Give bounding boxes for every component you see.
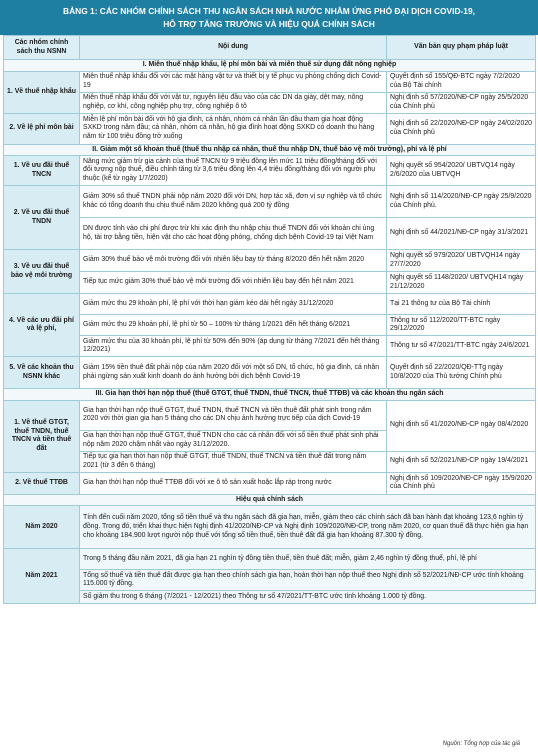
effect-year-2020: Năm 2020: [4, 506, 80, 549]
effect-2020-text: Tính đến cuối năm 2020, tổng số tiền thuế và thu ngân sách đã gia hạn, miễn, giảm theo các chính sách đã ban hành đạt khoảng 123,6 nghìn tỷ đồng. Trong đó, triển khai thực hiện Nghị định 41/2020/NĐ-CP và Nghị định 109/2020/NĐ-CP, trong năm 2020, cơ quan thuế đã thực hiện gia hạn cho khoảng 184.900 lượt người nộp thuế với tổng số tiền thuế, tiền thuê đất đã gia hạn khoảng 87.300 tỷ đồng.: [80, 506, 536, 549]
header-group: Các nhóm chính sách thu NSNN: [4, 36, 80, 60]
legal-cell: Nghị định số 114/2020/NĐ-CP ngày 25/9/2020 của Chính phủ.: [387, 186, 536, 218]
source-note: Nguồn: Tổng hợp của tác giả: [442, 741, 520, 747]
legal-cell: Nghị quyết số 979/2020/ UBTVQH14 ngày 27/7/2020: [387, 250, 536, 272]
legal-cell: Quyết định số 22/2020/QĐ-TTg ngày 10/8/2020 của Thủ tướng Chính phủ: [387, 357, 536, 389]
policy-table: [3, 35, 536, 604]
table-title-line2: HỖ TRỢ TĂNG TRƯỞNG VÀ HIỆU QUẢ CHÍNH SÁCH: [163, 19, 375, 29]
legal-cell: Quyết định số 155/QĐ-BTC ngày 7/2/2020 của Bộ Tài chính: [387, 71, 536, 92]
section-heading-2: II. Giảm một số khoản thuế (thuế thu nhập cá nhân, thuế thu nhập DN, thuế bảo vệ môi trường), phí và lệ phí: [4, 144, 536, 156]
group-cit: 2. Về ưu đãi thuế TNDN: [4, 186, 80, 250]
content-cell: Giảm mức thu của 30 khoản phí, lệ phí từ 50% đến 90% (áp dụng từ tháng 7/2021 đến hết tháng 12/2021): [80, 336, 387, 357]
header-row: [4, 36, 536, 60]
group-deferral: 1. Về thuế GTGT, thuế TNDN, thuế TNCN và tiền thuê đất: [4, 400, 80, 472]
group-sct: 2. Về thuế TTĐB: [4, 472, 80, 494]
legal-cell: Nghị định số 57/2020/NĐ-CP ngày 25/5/2020 của Chính phủ: [387, 92, 536, 113]
content-cell: Giảm mức thu 29 khoản phí, lệ phí với thời hạn giảm kéo dài hết ngày 31/12/2020: [80, 294, 387, 315]
header-legal: Văn bản quy phạm pháp luật: [387, 36, 536, 60]
effect-2021-text-3: Số giảm thu trong 6 tháng (7/2021 - 12/2021) theo Thông tư số 47/2021/TT-BTC ước tính khoảng 1.000 tỷ đồng.: [80, 591, 536, 604]
group-pit: 1. Về ưu đãi thuế TNCN: [4, 156, 80, 186]
effect-2021-text-2: Tổng số thuế và tiền thuê đất được gia hạn theo chính sách gia hạn, hoàn thời hạn nộp thuế theo Nghị định số 52/2021/NĐ-CP ước tính khoảng 115.000 tỷ đồng.: [80, 570, 536, 591]
content-cell: Giảm 30% số thuế TNDN phải nộp năm 2020 đối với DN, hợp tác xã, đơn vị sự nghiệp và tổ chức khác có tổng doanh thu chịu thuế năm 2020 không quá 200 tỷ đồng: [80, 186, 387, 218]
group-import-tax: 1. Về thuế nhập khẩu: [4, 71, 80, 113]
group-env-tax: 3. Về ưu đãi thuế bảo vệ môi trường: [4, 250, 80, 294]
content-cell: Giảm 30% thuế bảo vệ môi trường đối với nhiên liệu bay từ tháng 8/2020 đến hết năm 2020: [80, 250, 387, 272]
legal-cell: Nghị định số 41/2020/NĐ-CP ngày 08/4/2020: [387, 400, 536, 451]
content-cell: Miễn thuế nhập khẩu đối với các mặt hàng vật tư và thiết bị y tế phục vụ phòng chống dịch Covid-19: [80, 71, 387, 92]
legal-cell: Nghị quyết số 954/2020/ UBTVQ14 ngày 2/6/2020 của UBTVQH: [387, 156, 536, 186]
content-cell: Gia hạn thời hạn nộp thuế TTĐB đối với xe ô tô sản xuất hoặc lắp ráp trong nước: [80, 472, 387, 494]
section-heading-1: I. Miễn thuế nhập khẩu, lệ phí môn bài và miễn thuế sử dụng đất nông nghiệp: [4, 60, 536, 72]
content-cell: Miễn lệ phí môn bài đối với hộ gia đình, cá nhân, nhóm cá nhân lần đầu tham gia hoạt động SXKD trong năm đầu; cá nhân, nhóm cá nhân, hộ gia đình hoạt động SXKD có doanh thu hàng năm từ 100 triệu đồng trở xuống: [80, 113, 387, 144]
header-content: Nội dung: [80, 36, 387, 60]
legal-cell: Nghị quyết số 1148/2020/ UBTVQH14 ngày 21/12/2020: [387, 272, 536, 294]
content-cell: Nâng mức giảm trừ gia cảnh của thuế TNCN từ 9 triệu đồng lên mức 11 triệu đồng/tháng đối với đối tượng nộp thuế, điều chỉnh tăng từ 3,6 triệu đồng lên 4,4 triệu đồng/tháng đối với người phụ thuộc (kể từ ngày 1/7/2020): [80, 156, 387, 186]
content-cell: Tiếp tục gia hạn thời hạn nộp thuế GTGT, thuế TNDN, thuế TNCN và tiền thuê đất trong năm 2021 (từ 3 đến 6 tháng): [80, 451, 387, 472]
content-cell: Giảm mức thu 29 khoản phí, lệ phí từ 50 – 100% từ tháng 1/2021 đến hết tháng 6/2021: [80, 315, 387, 336]
section-heading-3: III. Gia hạn thời hạn nộp thuế (thuế GTGT, thuế TNDN, thuế TNCN, thuế TTĐB) và các khoản thu ngân sách: [4, 389, 536, 401]
group-other-revenue: 5. Về các khoản thu NSNN khác: [4, 357, 80, 389]
group-license-fee: 2. Về lệ phí môn bài: [4, 113, 80, 144]
content-cell: Tiếp tục mức giảm 30% thuế bảo vệ môi trường đối với nhiên liệu bay đến hết năm 2021: [80, 272, 387, 294]
group-fees: 4. Về các ưu đãi phí và lệ phí,: [4, 294, 80, 357]
legal-cell: Thông tư số 47/2021/TT-BTC ngày 24/6/2021: [387, 336, 536, 357]
table-title-line1: BẢNG 1: CÁC NHÓM CHÍNH SÁCH THU NGÂN SÁCH NHÀ NƯỚC NHẰM ỨNG PHÓ ĐẠI DỊCH COVID-19,: [63, 6, 475, 16]
section-heading-effect: Hiệu quả chính sách: [4, 494, 536, 506]
legal-cell: Nghị định số 52/2021/NĐ-CP ngày 19/4/2021: [387, 451, 536, 472]
content-cell: Miễn thuế nhập khẩu đối với vật tư, nguyên liệu đầu vào của các DN da giày, dệt may, nông nghiệp, cơ khí, công nghiệp phụ trợ, công nghiệp ô tô: [80, 92, 387, 113]
legal-cell: Tại 21 thông tư của Bộ Tài chính: [387, 294, 536, 315]
effect-year-2021: Năm 2021: [4, 549, 80, 604]
effect-2021-text-1: Trong 5 tháng đầu năm 2021, đã gia hạn 21 nghìn tỷ đồng tiền thuế, tiền thuê đất; miễn, giảm 2,46 nghìn tỷ đồng thuế, phí, lệ phí: [80, 549, 536, 570]
legal-cell: Thông tư số 112/2020/TT-BTC ngày 29/12/2020: [387, 315, 536, 336]
legal-cell: Nghị định số 22/2020/NĐ-CP ngày 24/02/2020 của Chính phủ: [387, 113, 536, 144]
content-cell: Gia hạn thời hạn nộp thuế GTGT, thuế TNDN cho các cá nhân đối với số tiền thuế phát sinh phải nộp năm 2020 chậm nhất vào ngày 31/12/2020.: [80, 430, 387, 451]
content-cell: Gia hạn thời hạn nộp thuế GTGT, thuế TNDN, thuế TNCN và tiền thuê đất phát sinh trong năm 2020 với thời gian gia hạn 5 tháng cho các DN chịu ảnh hưởng trực tiếp của dịch Covid-19: [80, 400, 387, 430]
legal-cell: Nghị định số 109/2020/NĐ-CP ngày 15/9/2020 của Chính phủ: [387, 472, 536, 494]
legal-cell: Nghị định số 44/2021/NĐ-CP ngày 31/3/2021: [387, 218, 536, 250]
content-cell: DN được tính vào chi phí được trừ khi xác định thu nhập chịu thuế TNDN đối với khoản chi ủng hộ, tài trợ bằng tiền, hiện vật cho các hoạt động phòng, chống dịch bệnh Covid-19 tại Việt Nam: [80, 218, 387, 250]
content-cell: Giảm 15% tiền thuê đất phải nộp của năm 2020 đối với một số DN, tổ chức, hộ gia đình, cá nhân phải ngừng sản xuất kinh doanh do ảnh hưởng bởi dịch bệnh Covid-19: [80, 357, 387, 389]
table-title: [0, 0, 538, 35]
